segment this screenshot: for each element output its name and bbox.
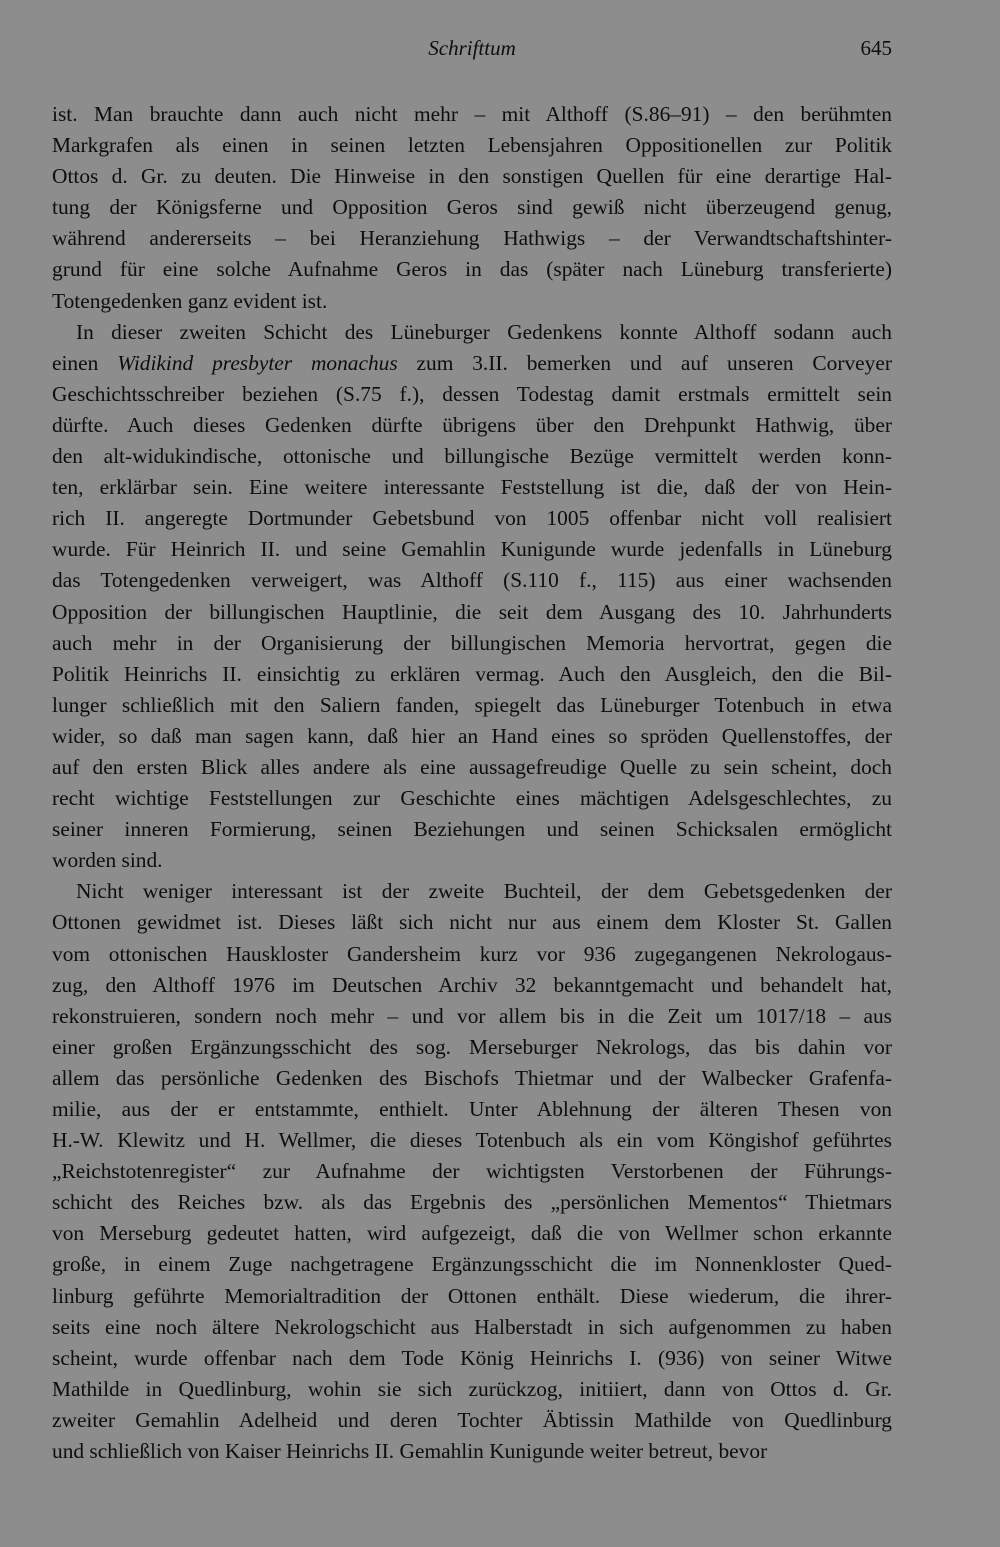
text-line: recht wichtige Feststellungen zur Geschichte eines mächtigen Adelsgeschlechtes, zu <box>52 786 892 811</box>
text-line: grund für eine solche Aufnahme Geros in das (später nach Lüneburg transferierte) <box>52 257 892 282</box>
text-line: Nicht weniger interessant ist der zweite Buchteil, der dem Gebetsgedenken der <box>76 879 892 904</box>
paragraph <box>52 99 892 317</box>
text-line: worden sind. <box>52 848 163 873</box>
text-line: milie, aus der er entstammte, enthielt. Unter Ablehnung der älteren Thesen von <box>52 1097 892 1121</box>
text-line: seits eine noch ältere Nekrologschicht aus Halberstadt in sich aufgenommen zu haben <box>52 1314 892 1339</box>
text-line: seiner inneren Formierung, seinen Beziehungen und seinen Schicksalen ermöglicht <box>52 817 892 842</box>
text-line: zweiter Gemahlin Adelheid und deren Tochter Äbtissin Mathilde von Quedlinburg <box>52 1407 892 1432</box>
text-line: das Totengedenken verweigert, was Althoff (S.110 f., 115) aus einer wachsenden <box>52 568 892 593</box>
italic-phrase: Widikind presbyter monachus <box>117 350 398 375</box>
text-line: Ottos d. Gr. zu deuten. Die Hinweise in den sonstigen Quellen für eine derartige Hal- <box>52 164 892 189</box>
paragraph <box>52 317 892 877</box>
text-line: auf den ersten Blick alles andere als eine aussagefreudige Quelle zu sein scheint, doch <box>52 754 892 779</box>
text-line: rekonstruieren, sondern noch mehr – und vor allem bis in die Zeit um 1017/18 – aus <box>52 1003 892 1028</box>
text-line: große, in einem Zuge nachgetragene Ergänzungsschicht die im Nonnenkloster Qued- <box>52 1252 892 1277</box>
text-line: „Reichstotenregister“ zur Aufnahme der wichtigsten Verstorbenen der Führungs- <box>52 1159 892 1184</box>
text-line: lunger schließlich mit den Saliern fanden, spiegelt das Lüneburger Totenbuch in etwa <box>52 692 892 717</box>
text-line: zug, den Althoff 1976 im Deutschen Archiv 32 bekanntgemacht und behandelt hat, <box>52 972 892 997</box>
text-line: linburg geführte Memorialtradition der Ottonen enthält. Diese wiederum, die ihrer- <box>52 1283 892 1308</box>
paragraph <box>52 876 892 1467</box>
text-line: Politik Heinrichs II. einsichtig zu erklären vermag. Auch den Ausgleich, den die Bil- <box>52 661 892 686</box>
text-line: tung der Königsferne und Opposition Geros sind gewiß nicht überzeugend genug, <box>52 195 892 220</box>
text-line: H.-W. Klewitz und H. Wellmer, die dieses Totenbuch als ein vom Köngishof geführtes <box>52 1128 892 1153</box>
text-line: von Merseburg gedeutet hatten, wird aufgezeigt, daß die von Wellmer schon erkannte <box>52 1221 892 1246</box>
text-line: wurde. Für Heinrich II. und seine Gemahlin Kunigunde wurde jedenfalls in Lüneburg <box>52 537 892 562</box>
text-line: rich II. angeregte Dortmunder Gebetsbund von 1005 offenbar nicht voll realisiert <box>52 506 892 531</box>
running-head <box>52 36 892 66</box>
text-line: dürfte. Auch dieses Gedenken dürfte übrigens über den Drehpunkt Hathwig, über <box>52 412 892 437</box>
text-line: allem das persönliche Gedenken des Bischofs Thietmar und der Walbecker Grafenfa- <box>52 1065 892 1090</box>
text-line: ist. Man brauchte dann auch nicht mehr – mit Althoff (S.86–91) – den berühmten <box>52 102 892 126</box>
text-line: schicht des Reiches bzw. als das Ergebnis des „persönlichen Mementos“ Thietmars <box>52 1190 892 1215</box>
text-line: Geschichtsschreiber beziehen (S.75 f.), dessen Todestag damit erstmals ermittelt sein <box>52 381 892 406</box>
text-line: und schließlich von Kaiser Heinrichs II. Gemahlin Kunigunde weiter betreut, bevor <box>52 1439 768 1464</box>
text-line: Totengedenken ganz evident ist. <box>52 288 328 313</box>
text-line: ten, erklärbar sein. Eine weitere interessante Feststellung ist die, daß der von Hein- <box>52 475 892 500</box>
page-number: 645 <box>860 36 892 60</box>
text-line: einen Widikind presbyter monachus zum 3.II. bemerken und auf unseren Corveyer <box>52 350 892 375</box>
text-line: den alt-widukindische, ottonische und billungische Bezüge vermittelt werden konn- <box>52 444 892 469</box>
text-line: Mathilde in Quedlinburg, wohin sie sich zurückzog, initiiert, dann von Ottos d. Gr. <box>52 1376 892 1401</box>
text-line: wider, so daß man sagen kann, daß hier an Hand eines so spröden Quellenstoffes, der <box>52 723 892 748</box>
text-line: Ottonen gewidmet ist. Dieses läßt sich nicht nur aus einem dem Kloster St. Gallen <box>52 910 892 935</box>
text-line: vom ottonischen Hauskloster Gandersheim kurz vor 936 zugegangenen Nekrologaus- <box>52 941 892 966</box>
text-line: einer großen Ergänzungsschicht des sog. Merseburger Nekrologs, das bis dahin vor <box>52 1034 892 1059</box>
body-text <box>52 99 892 1467</box>
text-line: während andererseits – bei Heranziehung Hathwigs – der Verwandtschaftshinter- <box>52 226 892 251</box>
text-line: scheint, wurde offenbar nach dem Tode König Heinrichs I. (936) von seiner Witwe <box>52 1345 892 1370</box>
text-line: Opposition der billungischen Hauptlinie, die seit dem Ausgang des 10. Jahrhunderts <box>52 599 892 624</box>
text-line: auch mehr in der Organisierung der billungischen Memoria hervortrat, gegen die <box>52 630 892 655</box>
running-title: Schrifttum <box>428 36 516 60</box>
text-line: In dieser zweiten Schicht des Lüneburger Gedenkens konnte Althoff sodann auch <box>76 319 892 344</box>
text-line: Markgrafen als einen in seinen letzten Lebensjahren Oppositionellen zur Politik <box>52 133 892 158</box>
